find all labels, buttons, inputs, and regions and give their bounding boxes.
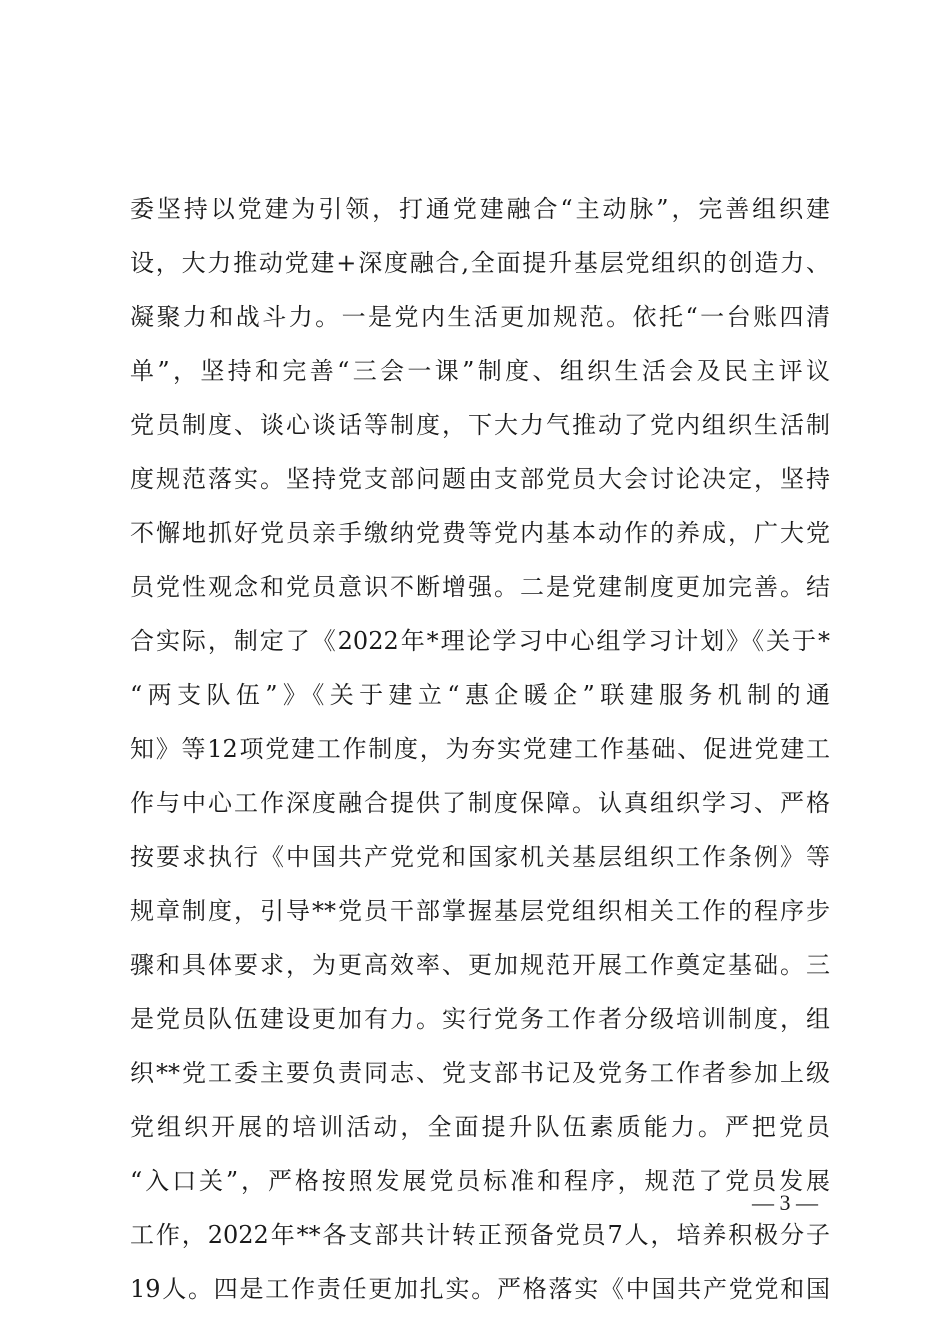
text-line: 度规范落实。坚持党支部问题由支部党员大会讨论决定，坚持	[130, 465, 830, 493]
text-line: 单”，坚持和完善“三会一课”制度、组织生活会及民主评议	[130, 357, 830, 385]
text-line: 党组织开展的培训活动，全面提升队伍素质能力。严把党员	[130, 1113, 830, 1141]
text-line: 规章制度，引导**党员干部掌握基层党组织相关工作的程序步	[130, 897, 830, 925]
text-line: 按要求执行《中国共产党党和国家机关基层组织工作条例》等	[130, 843, 830, 871]
body-text	[130, 182, 830, 1316]
text-line: 19人。四是工作责任更加扎实。严格落实《中国共产党党和国	[130, 1275, 830, 1303]
text-line: 不懈地抓好党员亲手缴纳党费等党内基本动作的养成，广大党	[130, 519, 830, 547]
text-line: 骤和具体要求，为更高效率、更加规范开展工作奠定基础。三	[130, 951, 830, 979]
text-line: “两支队伍”》《关于建立“惠企暖企”联建服务机制的通	[130, 681, 830, 709]
text-line: 员党性观念和党员意识不断增强。二是党建制度更加完善。结	[130, 573, 830, 601]
text-line: 凝聚力和战斗力。一是党内生活更加规范。依托“一台账四清	[130, 303, 830, 331]
text-line: 知》等12项党建工作制度，为夯实党建工作基础、促进党建工	[130, 735, 830, 763]
text-line: 作与中心工作深度融合提供了制度保障。认真组织学习、严格	[130, 789, 830, 817]
text-line: 党员制度、谈心谈话等制度，下大力气推动了党内组织生活制	[130, 411, 830, 439]
text-line: 合实际，制定了《2022年*理论学习中心组学习计划》《关于*	[130, 627, 830, 655]
text-line: 工作，2022年**各支部共计转正预备党员7人，培养积极分子	[130, 1221, 830, 1249]
text-line: “入口关”，严格按照发展党员标准和程序，规范了党员发展	[130, 1167, 830, 1195]
text-line: 委坚持以党建为引领，打通党建融合“主动脉”，完善组织建	[130, 195, 830, 223]
text-line: 设，大力推动党建+深度融合,全面提升基层党组织的创造力、	[130, 249, 830, 277]
text-line: 织**党工委主要负责同志、党支部书记及党务工作者参加上级	[130, 1059, 830, 1087]
text-line: 是党员队伍建设更加有力。实行党务工作者分级培训制度，组	[130, 1005, 830, 1033]
page-number: — 3 —	[752, 1190, 818, 1215]
